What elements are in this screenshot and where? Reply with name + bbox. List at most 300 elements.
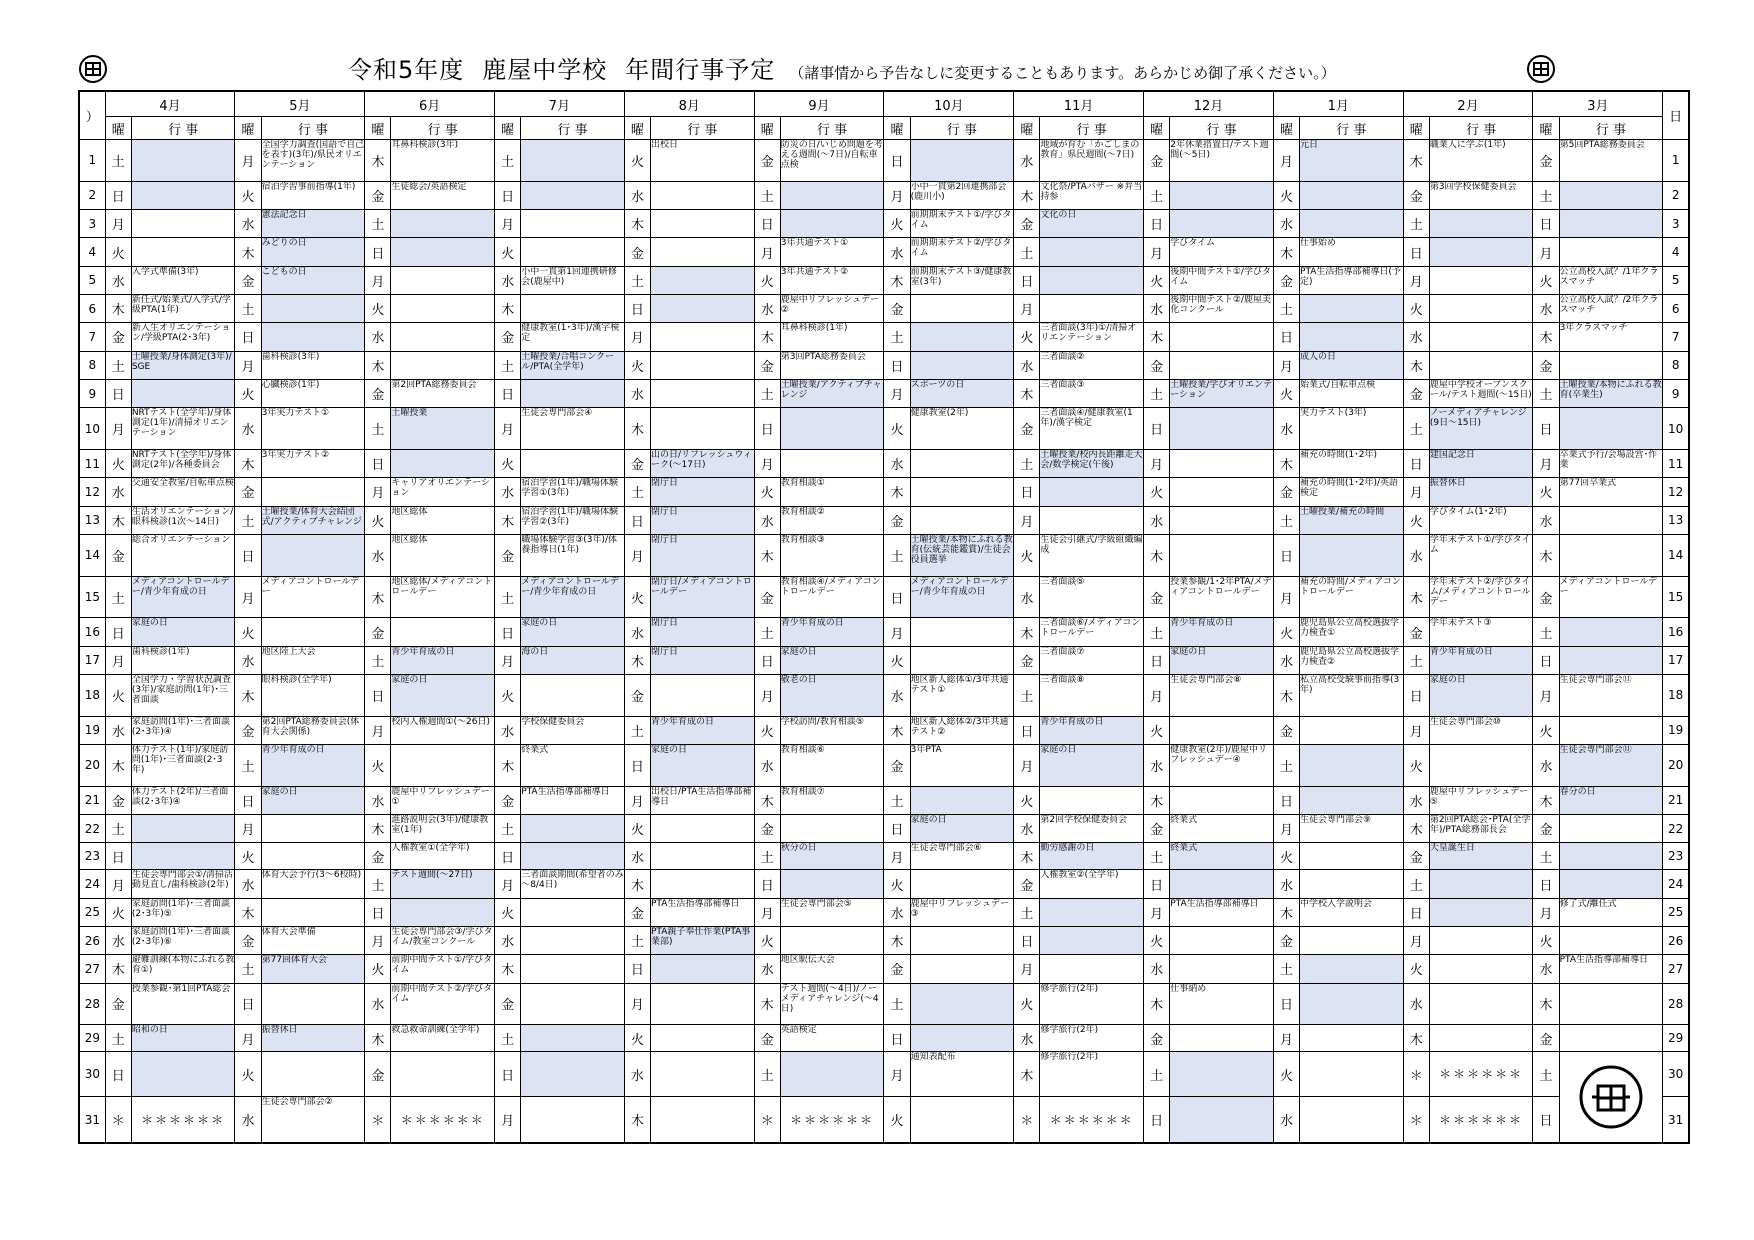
weekday-cell: 水 (105, 926, 131, 954)
day-row (79, 870, 1689, 898)
weekday-cell: 金 (1273, 926, 1299, 954)
weekday-cell: 土 (495, 351, 521, 379)
school-logo-icon (1559, 1052, 1663, 1143)
event-cell: 進路説明会(3年)/健康教室(1年) (391, 815, 495, 843)
event-cell (1170, 1025, 1274, 1052)
weekday-cell: 土 (1014, 674, 1040, 716)
page-header (78, 54, 1690, 90)
weekday-cell: 火 (1533, 926, 1559, 954)
event-cell (1429, 294, 1533, 322)
event-cell: 鹿屋中リフレッシュデー② (780, 294, 884, 322)
day-number: 7 (1663, 323, 1689, 351)
weekday-cell: 日 (1273, 786, 1299, 814)
weekday-cell: 金 (105, 786, 131, 814)
day-number: 30 (1663, 1052, 1689, 1097)
event-cell: 地域が育む「かごしまの教育」県民週間(～7日) (1040, 140, 1144, 182)
weekday-cell: 木 (1533, 983, 1559, 1025)
weekday-cell: 金 (754, 576, 780, 618)
event-cell: みどりの日 (261, 238, 365, 266)
weekday-cell: 木 (1014, 181, 1040, 209)
weekday-cell: 木 (624, 210, 650, 238)
event-cell: 全国学力・学習状況調査(3年)/家庭訪問(1年)･三者面談 (131, 674, 235, 716)
weekday-cell: 日 (235, 323, 261, 351)
weekday-cell: 土 (235, 506, 261, 534)
event-cell: 家庭の日 (910, 815, 1014, 843)
event-cell (651, 379, 755, 407)
weekday-cell: 金 (495, 983, 521, 1025)
weekday-cell: 火 (495, 898, 521, 926)
event-cell (391, 210, 495, 238)
day-number: 20 (79, 745, 105, 787)
weekday-cell: 月 (1273, 1025, 1299, 1052)
day-number: 2 (79, 181, 105, 209)
event-cell: 三者面談⑦ (1040, 646, 1144, 674)
day-number: 29 (1663, 1025, 1689, 1052)
event-cell: 三者面談(3年)①/清掃オリエンテーション (1040, 323, 1144, 351)
event-column-header: 行 事 (261, 117, 365, 140)
weekday-cell: 月 (235, 1025, 261, 1052)
event-cell (261, 898, 365, 926)
event-cell: 宿泊学習(1年)/職場体験学習②(3年) (521, 506, 625, 534)
day-number: 13 (79, 506, 105, 534)
weekday-cell: 金 (1533, 1025, 1559, 1052)
weekday-cell: 金 (624, 674, 650, 716)
event-cell: 宿泊学習(1年)/職場体験学習①(3年) (521, 478, 625, 506)
event-cell: 建国記念日 (1429, 449, 1533, 477)
event-cell: 出校日/PTA生活指導部補導日 (651, 786, 755, 814)
weekday-cell: 火 (365, 294, 391, 322)
day-number: 14 (79, 534, 105, 576)
weekday-cell: 月 (365, 716, 391, 744)
weekday-cell: 土 (1144, 618, 1170, 646)
weekday-cell: 日 (1144, 408, 1170, 450)
month-header: 7月 (495, 91, 625, 117)
weekday-cell: 金 (1144, 140, 1170, 182)
event-cell: 生徒会専門部会④ (521, 408, 625, 450)
event-cell: 家庭の日 (521, 618, 625, 646)
weekday-cell: 木 (235, 449, 261, 477)
weekday-column-header: 曜 (495, 117, 521, 140)
event-column-header: 行 事 (1429, 117, 1533, 140)
weekday-cell: 木 (1273, 238, 1299, 266)
event-cell: 前期期末テスト②/学びタイム (910, 238, 1014, 266)
event-cell (1170, 506, 1274, 534)
weekday-cell: 土 (365, 210, 391, 238)
day-number: 21 (1663, 786, 1689, 814)
event-cell: 三者面談⑧ (1040, 674, 1144, 716)
weekday-cell: 火 (235, 1052, 261, 1097)
day-number: 24 (1663, 870, 1689, 898)
weekday-cell: 水 (1014, 351, 1040, 379)
event-cell: NRTテスト(全学年)/身体測定(2年)/各種委員会 (131, 449, 235, 477)
event-cell: 学年末テスト③ (1429, 618, 1533, 646)
weekday-cell: 水 (365, 786, 391, 814)
event-cell (1559, 351, 1663, 379)
event-cell (1559, 870, 1663, 898)
weekday-cell: ＊ (105, 1097, 131, 1143)
weekday-cell: 日 (624, 294, 650, 322)
event-cell (1300, 1025, 1404, 1052)
event-cell (521, 181, 625, 209)
event-cell: 地区総体/メディアコントロールデー (391, 576, 495, 618)
weekday-cell: 木 (1533, 786, 1559, 814)
weekday-cell: 水 (1403, 786, 1429, 814)
weekday-cell: 木 (1014, 843, 1040, 870)
event-cell: 公立高校入試？/2年クラスマッチ (1559, 294, 1663, 322)
weekday-cell: 金 (105, 534, 131, 576)
weekday-column-header: 曜 (1144, 117, 1170, 140)
event-cell (1300, 926, 1404, 954)
event-cell: 鹿屋中リフレッシュデー③ (910, 898, 1014, 926)
weekday-column-header: 曜 (624, 117, 650, 140)
weekday-cell: 火 (1144, 478, 1170, 506)
event-cell: 生徒会専門部会⑤ (780, 898, 884, 926)
event-cell (1429, 955, 1533, 983)
event-cell (780, 870, 884, 898)
event-cell: 終業式 (521, 745, 625, 787)
weekday-cell: 月 (624, 983, 650, 1025)
event-cell: メディアコントロールデー/青少年育成の日 (521, 576, 625, 618)
event-cell (910, 449, 1014, 477)
weekday-cell: 月 (884, 1052, 910, 1097)
day-number: 9 (79, 379, 105, 407)
weekday-cell: 土 (1014, 449, 1040, 477)
weekday-cell: 木 (1403, 815, 1429, 843)
event-cell: 家庭の日 (261, 786, 365, 814)
weekday-cell: 火 (1403, 955, 1429, 983)
event-cell: 教育相談③ (780, 534, 884, 576)
event-cell: 修学旅行(2年) (1040, 1052, 1144, 1097)
event-cell: メディアコントロールデー/青少年育成の日 (910, 576, 1014, 618)
day-row (79, 745, 1689, 787)
day-row (79, 1097, 1689, 1143)
weekday-cell: 日 (1533, 1097, 1559, 1143)
weekday-cell: 火 (1014, 323, 1040, 351)
weekday-cell: 土 (624, 716, 650, 744)
weekday-cell: 木 (754, 983, 780, 1025)
day-row (79, 955, 1689, 983)
weekday-cell: 日 (624, 745, 650, 787)
weekday-cell: 木 (365, 815, 391, 843)
weekday-cell: 日 (235, 983, 261, 1025)
weekday-cell: 木 (624, 1097, 650, 1143)
weekday-cell: 火 (1144, 716, 1170, 744)
day-row (79, 898, 1689, 926)
title-schedule: 年間行事予定 (625, 56, 776, 84)
day-row (79, 716, 1689, 744)
weekday-cell: 金 (1014, 870, 1040, 898)
event-cell: 第5回PTA総務委員会 (1559, 140, 1663, 182)
event-cell: 土曜授業/学びオリエンテーション (1170, 379, 1274, 407)
day-number: 1 (1663, 140, 1689, 182)
weekday-cell: 木 (1533, 534, 1559, 576)
event-cell: 家庭訪問(1年)･三者面談(2･3年)⑥ (131, 926, 235, 954)
weekday-cell: 日 (105, 1052, 131, 1097)
weekday-cell: 日 (1014, 478, 1040, 506)
event-cell: PTA生活指導部補導日(予定) (1300, 266, 1404, 294)
weekday-cell: 月 (884, 379, 910, 407)
weekday-cell: 木 (495, 745, 521, 787)
weekday-cell: 月 (1533, 898, 1559, 926)
event-cell (910, 506, 1014, 534)
weekday-cell: 火 (235, 618, 261, 646)
event-cell: 鹿屋中リフレッシュデー① (391, 786, 495, 814)
event-cell (521, 674, 625, 716)
event-cell: 教育相談⑦ (780, 786, 884, 814)
weekday-cell: 土 (1014, 898, 1040, 926)
event-cell: 校内人権週間①(～26日) (391, 716, 495, 744)
event-cell: 家庭訪問(1年)･三者面談(2･3年)④ (131, 716, 235, 744)
event-cell (131, 140, 235, 182)
event-cell: 学びタイム (1170, 238, 1274, 266)
event-cell (521, 955, 625, 983)
weekday-cell: 金 (754, 351, 780, 379)
day-number: 11 (1663, 449, 1689, 477)
day-row (79, 786, 1689, 814)
event-cell (1300, 181, 1404, 209)
weekday-cell: 日 (1273, 323, 1299, 351)
weekday-cell: 日 (754, 408, 780, 450)
event-cell: 体力テスト(1年)/家庭訪問(1年)･三者面談(2･3年) (131, 745, 235, 787)
weekday-cell: 月 (365, 478, 391, 506)
event-cell (261, 983, 365, 1025)
event-cell: 閉庁日 (651, 618, 755, 646)
event-cell (521, 238, 625, 266)
event-cell: 防災の日/いじめ問題を考える週間(～7日)/自転車点検 (780, 140, 884, 182)
weekday-cell: 水 (624, 379, 650, 407)
weekday-cell: 水 (235, 870, 261, 898)
event-cell: 第2回学校保健委員会 (1040, 815, 1144, 843)
weekday-cell: 金 (105, 323, 131, 351)
weekday-cell: 金 (754, 1025, 780, 1052)
event-cell (521, 1052, 625, 1097)
event-cell: PTA親子奉仕作業(PTA事業部) (651, 926, 755, 954)
weekday-cell: 金 (495, 534, 521, 576)
event-cell: 鹿屋中リフレッシュデー⑤ (1429, 786, 1533, 814)
event-cell: 家庭の日 (780, 646, 884, 674)
weekday-cell: 月 (1014, 955, 1040, 983)
weekday-cell: 日 (884, 576, 910, 618)
event-cell: 私立高校受験事前指導(3年) (1300, 674, 1404, 716)
weekday-cell: 木 (105, 955, 131, 983)
event-cell (910, 1097, 1014, 1143)
event-cell: 生徒会専門部会⑪ (1559, 674, 1663, 716)
day-number: 26 (1663, 926, 1689, 954)
event-cell (651, 1025, 755, 1052)
day-number: 16 (1663, 618, 1689, 646)
event-cell: 体育大会予行(3～6校時) (261, 870, 365, 898)
weekday-cell: 水 (365, 534, 391, 576)
weekday-cell: 月 (105, 870, 131, 898)
weekday-cell: 木 (365, 576, 391, 618)
day-number: 23 (1663, 843, 1689, 870)
weekday-cell: 金 (235, 926, 261, 954)
day-row (79, 210, 1689, 238)
weekday-cell: 火 (1273, 843, 1299, 870)
weekday-cell: 金 (884, 955, 910, 983)
weekday-cell: 日 (1144, 210, 1170, 238)
weekday-cell: 金 (884, 294, 910, 322)
weekday-cell: 月 (884, 843, 910, 870)
event-cell (651, 408, 755, 450)
day-number: 18 (79, 674, 105, 716)
event-cell (391, 898, 495, 926)
weekday-cell: 月 (1144, 898, 1170, 926)
event-cell (1300, 786, 1404, 814)
event-cell: ＊＊＊＊＊＊ (780, 1097, 884, 1143)
weekday-cell: 水 (1144, 506, 1170, 534)
weekday-cell: 火 (1533, 478, 1559, 506)
event-cell (521, 1025, 625, 1052)
event-cell: ＊＊＊＊＊＊ (131, 1097, 235, 1143)
weekday-cell: 木 (495, 506, 521, 534)
day-number: 30 (79, 1052, 105, 1097)
weekday-cell: 火 (1273, 618, 1299, 646)
event-cell: ＊＊＊＊＊＊ (1040, 1097, 1144, 1143)
event-cell (261, 478, 365, 506)
day-number: 3 (1663, 210, 1689, 238)
month-header: 6月 (365, 91, 495, 117)
event-cell: 卒業式予行/会場設営･作業 (1559, 449, 1663, 477)
weekday-cell: 月 (365, 266, 391, 294)
event-column-header: 行 事 (910, 117, 1014, 140)
weekday-cell: 土 (495, 1025, 521, 1052)
event-cell: 実力テスト(3年) (1300, 408, 1404, 450)
weekday-cell: 日 (1533, 870, 1559, 898)
event-cell: 三者面談⑥/メディアコントロールデー (1040, 618, 1144, 646)
event-cell: 第3回学校保健委員会 (1429, 181, 1533, 209)
event-cell: 家庭の日 (1429, 674, 1533, 716)
event-cell: 家庭の日 (131, 618, 235, 646)
event-cell (1559, 843, 1663, 870)
weekday-cell: 土 (754, 618, 780, 646)
event-cell: 耳鼻科検診(1年) (780, 323, 884, 351)
weekday-cell: 火 (624, 351, 650, 379)
weekday-cell: 土 (495, 815, 521, 843)
weekday-cell: 火 (1533, 266, 1559, 294)
weekday-cell: 月 (754, 898, 780, 926)
event-cell: 三者面談⑤ (1040, 576, 1144, 618)
event-cell (910, 1025, 1014, 1052)
weekday-cell: 金 (1273, 266, 1299, 294)
event-cell: 新任式/始業式/入学式/学級PTA(1年) (131, 294, 235, 322)
day-number: 17 (1663, 646, 1689, 674)
weekday-cell: 金 (1144, 815, 1170, 843)
event-cell (131, 1052, 235, 1097)
event-cell (910, 140, 1014, 182)
weekday-cell: 水 (365, 983, 391, 1025)
day-row (79, 1052, 1689, 1097)
event-cell: 終業式 (1170, 815, 1274, 843)
weekday-cell: 木 (235, 898, 261, 926)
weekday-cell: 日 (1273, 534, 1299, 576)
weekday-cell: 金 (1144, 576, 1170, 618)
event-cell: キャリアオリエンテーション (391, 478, 495, 506)
event-cell: 教育相談⑥ (780, 745, 884, 787)
day-number: 24 (79, 870, 105, 898)
weekday-cell: 日 (235, 534, 261, 576)
event-cell (131, 815, 235, 843)
weekday-cell: 木 (1144, 323, 1170, 351)
event-cell (131, 238, 235, 266)
event-cell: 生徒会引継式/学級組織編成 (1040, 534, 1144, 576)
event-cell: 閉庁日 (651, 478, 755, 506)
event-cell (780, 926, 884, 954)
day-number: 23 (79, 843, 105, 870)
weekday-cell: 月 (495, 210, 521, 238)
month-header: 8月 (624, 91, 754, 117)
day-number: 9 (1663, 379, 1689, 407)
weekday-cell: 月 (754, 238, 780, 266)
weekday-cell: 水 (754, 294, 780, 322)
event-cell (780, 815, 884, 843)
weekday-cell: 火 (105, 898, 131, 926)
event-cell: 三者面談期間(希望者のみ～8/4日) (521, 870, 625, 898)
event-cell: 振替休日 (1429, 478, 1533, 506)
event-cell (910, 323, 1014, 351)
month-header: 12月 (1144, 91, 1274, 117)
month-header-row (79, 91, 1689, 117)
event-cell (131, 843, 235, 870)
event-cell: 鹿児島県公立高校選抜学力検査① (1300, 618, 1404, 646)
event-cell (1170, 351, 1274, 379)
event-cell: 生徒会専門部会①/清掃活動見直し/歯科検診(2年) (131, 870, 235, 898)
weekday-cell: 木 (1273, 674, 1299, 716)
day-number: 4 (79, 238, 105, 266)
weekday-cell: 水 (235, 210, 261, 238)
event-cell (1040, 478, 1144, 506)
event-cell (651, 843, 755, 870)
weekday-cell: 日 (1144, 1097, 1170, 1143)
day-number: 31 (1663, 1097, 1689, 1143)
event-cell: 三者面談② (1040, 351, 1144, 379)
event-cell: 生徒会専門部会⑩ (1429, 716, 1533, 744)
weekday-cell: 木 (235, 674, 261, 716)
day-number: 8 (1663, 351, 1689, 379)
weekday-cell: 金 (235, 478, 261, 506)
event-cell (261, 815, 365, 843)
event-cell: ＊＊＊＊＊＊ (1429, 1097, 1533, 1143)
weekday-cell: 土 (365, 408, 391, 450)
weekday-cell: 木 (1403, 1025, 1429, 1052)
weekday-cell: 月 (365, 926, 391, 954)
weekday-cell: 水 (235, 408, 261, 450)
event-cell (1040, 926, 1144, 954)
event-cell (131, 379, 235, 407)
event-cell (1559, 926, 1663, 954)
event-cell: 通知表配布 (910, 1052, 1014, 1097)
event-cell: 生徒会専門部会③/学びタイム/教室コンクール (391, 926, 495, 954)
event-cell: 仕事納め (1170, 983, 1274, 1025)
event-cell (1300, 716, 1404, 744)
weekday-cell: 月 (495, 1097, 521, 1143)
weekday-cell: 日 (754, 210, 780, 238)
event-cell: 健康教室(1･3年)/漢字検定 (521, 323, 625, 351)
weekday-cell: 火 (365, 955, 391, 983)
weekday-cell: 月 (1273, 576, 1299, 618)
day-number: 6 (79, 294, 105, 322)
event-cell: 家庭の日 (651, 745, 755, 787)
weekday-cell: 月 (1273, 351, 1299, 379)
weekday-cell: 土 (105, 351, 131, 379)
event-cell: PTA生活指導部補導日 (521, 786, 625, 814)
weekday-cell: 木 (884, 926, 910, 954)
event-column-header: 行 事 (651, 117, 755, 140)
event-cell: 秋分の日 (780, 843, 884, 870)
weekday-cell: 金 (1144, 1025, 1170, 1052)
event-cell (131, 181, 235, 209)
weekday-cell: 月 (624, 786, 650, 814)
